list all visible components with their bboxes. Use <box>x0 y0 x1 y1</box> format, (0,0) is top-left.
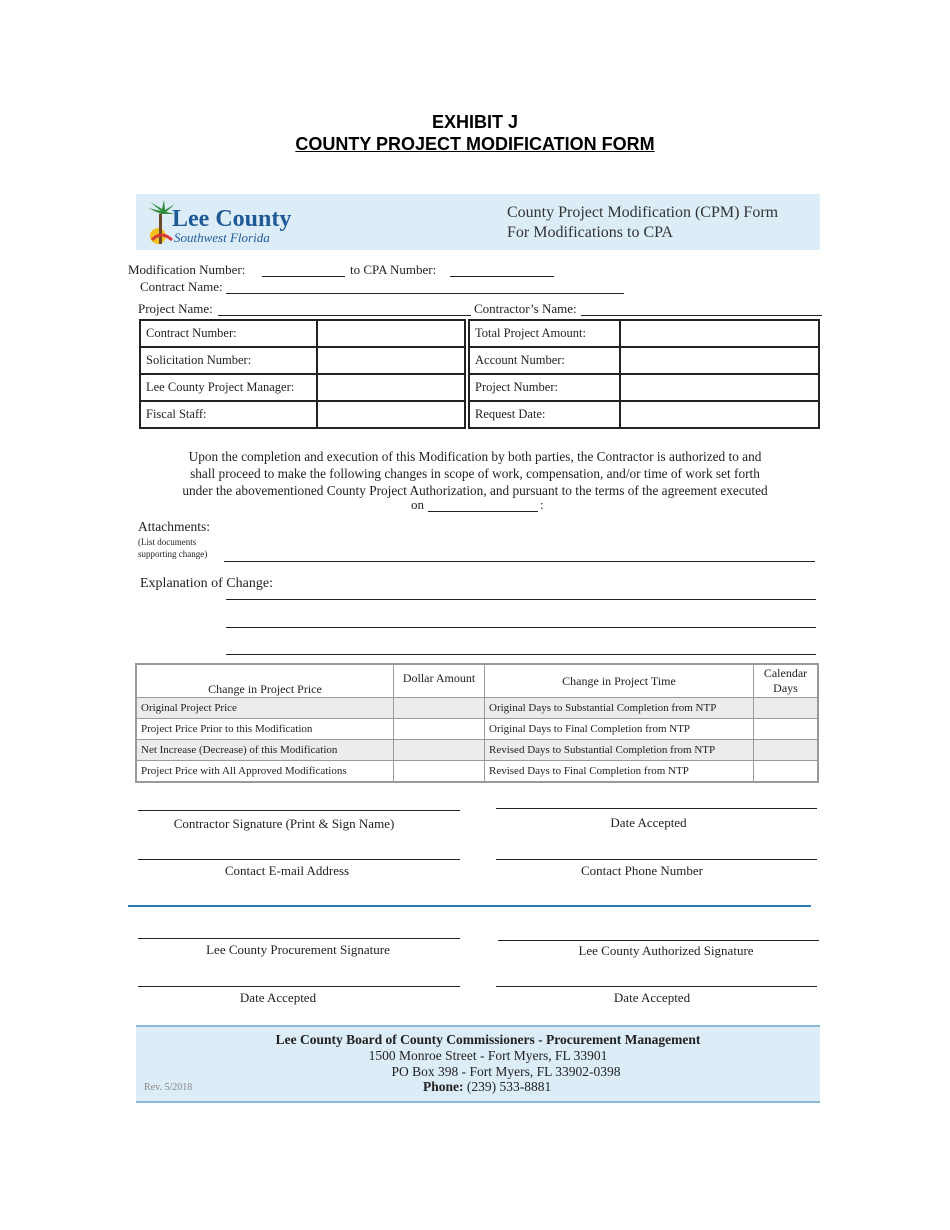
cpa-number-label: to CPA Number: <box>350 262 437 277</box>
dollar-amount-cell[interactable] <box>394 698 485 719</box>
authorization-colon: : <box>540 497 544 512</box>
project-manager-field[interactable] <box>317 374 465 401</box>
project-name-field[interactable] <box>218 315 471 316</box>
logo-tagline: Southwest Florida <box>174 230 270 245</box>
dollar-amount-cell[interactable] <box>394 740 485 761</box>
info-table-left <box>139 319 466 429</box>
contractor-signature-line[interactable] <box>138 810 460 811</box>
attachments-field[interactable] <box>224 561 815 562</box>
date-accepted-label-2: Date Accepted <box>239 990 317 1005</box>
attachments-label: Attachments: <box>138 519 210 534</box>
authorized-signature-label: Lee County Authorized Signature <box>578 943 754 958</box>
procurement-signature-line[interactable] <box>138 938 460 939</box>
procurement-signature-label: Lee County Procurement Signature <box>206 942 390 957</box>
solicitation-number-label: Solicitation Number: <box>140 347 317 374</box>
exhibit-label: EXHIBIT J <box>431 112 519 132</box>
explanation-line3[interactable] <box>226 654 816 655</box>
calendar-days-cell[interactable] <box>754 740 819 761</box>
header-calendar-days: Calendar Days <box>754 664 819 698</box>
account-number-field[interactable] <box>620 347 819 374</box>
authorization-line3: under the abovementioned County Project Authorization, and pursuant to the terms of the agreement executed <box>182 483 768 498</box>
table-row <box>136 761 818 783</box>
date-accepted-label-3: Date Accepted <box>613 990 691 1005</box>
authorization-line1: Upon the completion and execution of this Modification by both parties, the Contractor is authorized to and <box>188 449 762 464</box>
table-row <box>136 698 818 719</box>
footer-address1: 1500 Monroe Street - Fort Myers, FL 33901 <box>368 1048 608 1063</box>
date-accepted-line-3[interactable] <box>496 986 817 987</box>
footer-org: Lee County Board of County Commissioners - Procurement Management <box>275 1032 701 1047</box>
date-accepted-line-2[interactable] <box>138 986 460 987</box>
contact-email-line[interactable] <box>138 859 460 860</box>
dollar-amount-cell[interactable] <box>394 719 485 740</box>
time-label: Original Days to Substantial Completion from NTP <box>485 698 754 719</box>
cpa-number-field[interactable] <box>450 276 554 277</box>
contractor-signature-label: Contractor Signature (Print & Sign Name) <box>173 816 395 831</box>
change-table <box>135 663 819 783</box>
price-label: Original Project Price <box>136 698 394 719</box>
account-number-label: Account Number: <box>469 347 620 374</box>
request-date-label: Request Date: <box>469 401 620 428</box>
fiscal-staff-field[interactable] <box>317 401 465 428</box>
header-dollar-amount: Dollar Amount <box>394 664 485 698</box>
table-row <box>136 719 818 740</box>
explanation-line2[interactable] <box>226 627 816 628</box>
table-row <box>136 740 818 761</box>
footer <box>136 1025 820 1103</box>
attachments-note1: (List documents <box>138 537 197 547</box>
price-label: Net Increase (Decrease) of this Modification <box>136 740 394 761</box>
project-name-label: Project Name: <box>138 301 213 316</box>
contract-name-field[interactable] <box>226 293 624 294</box>
banner-line1: County Project Modification (CPM) Form <box>507 204 779 221</box>
contact-phone-label: Contact Phone Number <box>580 863 704 878</box>
contact-email-label: Contact E-mail Address <box>224 863 350 878</box>
agreement-date-field[interactable] <box>428 511 538 512</box>
contract-number-label: Contract Number: <box>140 320 317 347</box>
section-divider <box>128 905 811 907</box>
project-number-label: Project Number: <box>469 374 620 401</box>
price-label: Project Price Prior to this Modification <box>136 719 394 740</box>
price-label: Project Price with All Approved Modifications <box>136 761 394 783</box>
total-project-amount-label: Total Project Amount: <box>469 320 620 347</box>
footer-address2: PO Box 398 - Fort Myers, FL 33902-0398 <box>391 1064 621 1079</box>
contractor-name-field[interactable] <box>581 315 822 316</box>
form-title: COUNTY PROJECT MODIFICATION FORM <box>295 134 655 154</box>
explanation-line1[interactable] <box>226 599 816 600</box>
calendar-days-cell[interactable] <box>754 761 819 783</box>
request-date-field[interactable] <box>620 401 819 428</box>
explanation-label: Explanation of Change: <box>140 576 273 591</box>
date-accepted-label-1: Date Accepted <box>610 815 687 830</box>
contact-phone-line[interactable] <box>496 859 817 860</box>
date-accepted-line-1[interactable] <box>496 808 817 809</box>
modification-number-label: Modification Number: <box>128 262 246 277</box>
header-change-time: Change in Project Time <box>485 664 754 698</box>
footer-phone-number: (239) 533-8881 <box>466 1079 552 1094</box>
form-banner <box>136 194 820 250</box>
time-label: Revised Days to Final Completion from NTP <box>485 761 754 783</box>
fiscal-staff-label: Fiscal Staff: <box>140 401 317 428</box>
revision-label: Rev. 5/2018 <box>144 1082 193 1093</box>
authorization-on: on <box>411 497 424 512</box>
info-table-right <box>468 319 820 429</box>
dollar-amount-cell[interactable] <box>394 761 485 783</box>
calendar-days-cell[interactable] <box>754 719 819 740</box>
project-manager-label: Lee County Project Manager: <box>140 374 317 401</box>
calendar-days-cell[interactable] <box>754 698 819 719</box>
contract-number-field[interactable] <box>317 320 465 347</box>
authorization-paragraph <box>130 448 820 499</box>
banner-line2: For Modifications to CPA <box>507 224 674 241</box>
attachments-note2: supporting change) <box>138 549 208 559</box>
authorization-line2: shall proceed to make the following changes in scope of work, compensation, and/or time of work set forth <box>190 466 760 481</box>
header-change-price: Change in Project Price <box>136 664 394 698</box>
authorized-signature-line[interactable] <box>498 940 819 941</box>
footer-phone-label: Phone: <box>423 1079 464 1094</box>
modification-number-field[interactable] <box>262 276 345 277</box>
total-project-amount-field[interactable] <box>620 320 819 347</box>
contractor-name-label: Contractor’s Name: <box>474 301 577 316</box>
solicitation-number-field[interactable] <box>317 347 465 374</box>
logo-name: Lee County <box>172 206 292 232</box>
time-label: Original Days to Final Completion from NTP <box>485 719 754 740</box>
project-number-field[interactable] <box>620 374 819 401</box>
time-label: Revised Days to Substantial Completion from NTP <box>485 740 754 761</box>
footer-phone <box>423 1079 551 1095</box>
contract-name-label: Contract Name: <box>140 279 223 294</box>
